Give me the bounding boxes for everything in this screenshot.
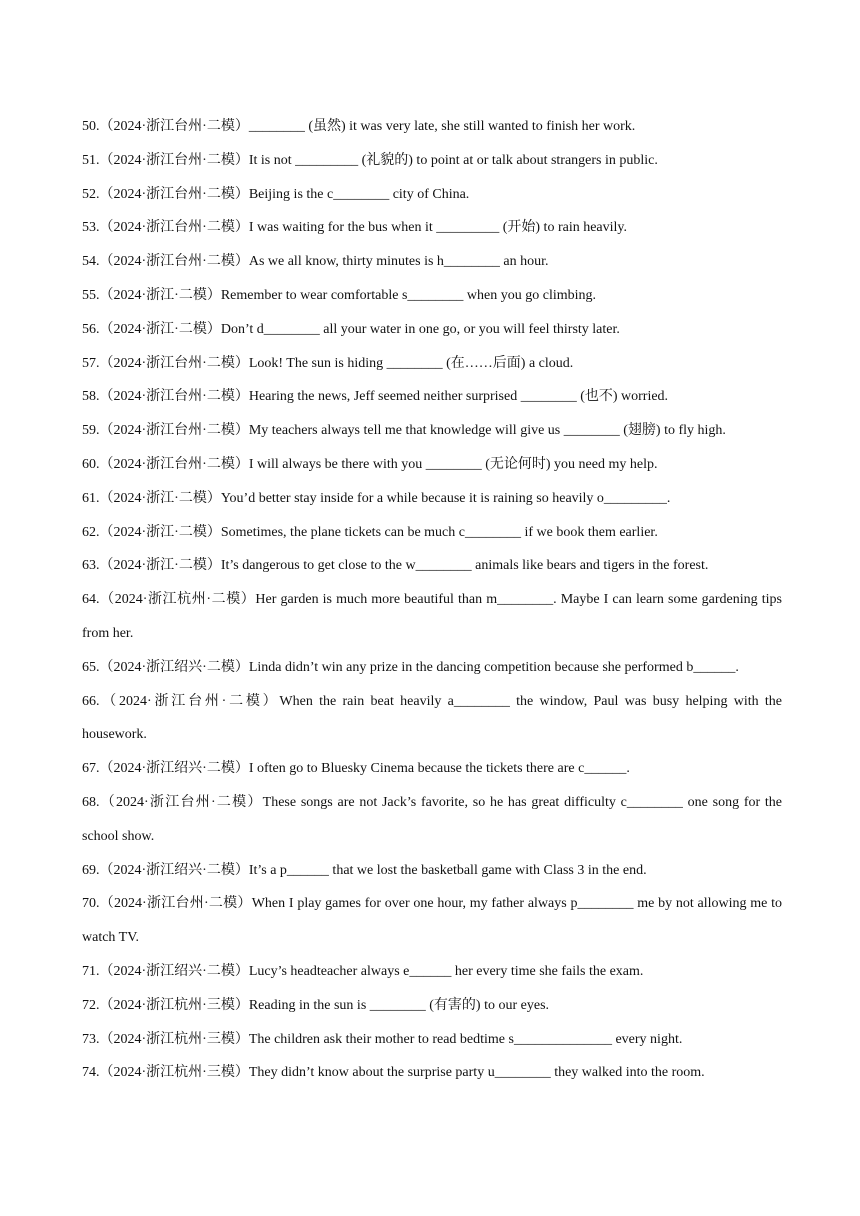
- question-number: 66.: [82, 693, 100, 709]
- question-source: （2024·浙江台州·二模）: [99, 220, 249, 236]
- question-source: （2024·浙江台州·二模）: [99, 119, 249, 134]
- question-item: [82, 313, 782, 347]
- question-source: （2024·浙江绍兴·二模）: [99, 659, 249, 675]
- question-item: [82, 448, 782, 482]
- question-item: [82, 955, 782, 989]
- question-number: 57.: [82, 355, 100, 371]
- question-item: [82, 1023, 782, 1057]
- question-source: （2024·浙江·二模）: [99, 524, 221, 540]
- question-item: [82, 414, 782, 448]
- question-number: 59.: [82, 423, 100, 439]
- question-number: 69.: [82, 862, 100, 878]
- question-number: 65.: [82, 659, 100, 675]
- question-text: When the rain beat heavily a________ the window, Paul was busy helping with the housework.: [82, 693, 783, 743]
- question-text: Sometimes, the plane tickets can be much c________ if we book them earlier.: [220, 524, 658, 540]
- question-item: [82, 989, 782, 1023]
- question-number: 52.: [82, 186, 100, 202]
- question-source: （2024·浙江台州·二模）: [99, 423, 249, 439]
- question-source: （2024·浙江台州·二模）: [99, 186, 249, 202]
- question-text: Reading in the sun is ________ (有害的) to our eyes.: [248, 997, 550, 1013]
- question-item: [82, 144, 782, 178]
- question-number: 74.: [82, 1065, 100, 1081]
- question-number: 58.: [82, 389, 100, 405]
- question-item: [82, 178, 782, 212]
- question-item: [82, 685, 782, 753]
- question-text: Lucy’s headteacher always e______ her every time she fails the exam.: [248, 963, 644, 979]
- question-text: Don’t d________ all your water in one go, or you will feel thirsty later.: [220, 321, 620, 337]
- question-text: Beijing is the c________ city of China.: [248, 186, 470, 202]
- question-number: 73.: [82, 1031, 100, 1047]
- question-source: （2024·浙江杭州·三模）: [99, 1065, 249, 1081]
- question-text: I often go to Bluesky Cinema because the tickets there are c______.: [248, 761, 630, 777]
- question-number: 68.: [82, 794, 100, 810]
- question-item: [82, 1056, 782, 1090]
- question-text: My teachers always tell me that knowledge will give us ________ (翅膀) to fly high.: [248, 423, 726, 439]
- question-item: [82, 583, 782, 651]
- question-number: 62.: [82, 524, 100, 540]
- question-item: [82, 651, 782, 685]
- question-source: （2024·浙江台州·二模）: [99, 693, 280, 709]
- question-text: Linda didn’t win any prize in the dancing competition because she performed b______.: [248, 659, 739, 675]
- question-item: [82, 211, 782, 245]
- question-number: 71.: [82, 963, 100, 979]
- question-item: [82, 347, 782, 381]
- question-text: Her garden is much more beautiful than m________. Maybe I can learn some gardening tips from her.: [82, 592, 782, 641]
- question-source: （2024·浙江绍兴·二模）: [99, 862, 249, 878]
- question-source: （2024·浙江杭州·三模）: [99, 997, 249, 1013]
- question-item: [82, 854, 782, 888]
- question-item: [82, 380, 782, 414]
- question-text: Remember to wear comfortable s________ when you go climbing.: [220, 287, 597, 303]
- question-source: （2024·浙江台州·二模）: [99, 456, 249, 472]
- question-source: （2024·浙江绍兴·二模）: [99, 761, 249, 777]
- question-source: （2024·浙江·二模）: [99, 321, 221, 337]
- question-source: （2024·浙江台州·二模）: [99, 152, 249, 168]
- question-text: It’s a p______ that we lost the basketball game with Class 3 in the end.: [248, 862, 647, 878]
- question-text: These songs are not Jack’s favorite, so he has great difficulty c________ one song for the school show.: [82, 794, 783, 844]
- question-item: [82, 245, 782, 279]
- question-text: It’s dangerous to get close to the w________ animals like bears and tigers in the forest.: [220, 558, 709, 574]
- question-item: [82, 752, 782, 786]
- question-list: [82, 110, 782, 1090]
- question-item: [82, 516, 782, 550]
- question-text: I was waiting for the bus when it _________ (开始) to rain heavily.: [248, 220, 628, 236]
- question-text: The children ask their mother to read bedtime s______________ every night.: [248, 1031, 683, 1047]
- question-number: 55.: [82, 287, 100, 303]
- question-number: 67.: [82, 761, 100, 777]
- question-number: 50.: [82, 119, 100, 134]
- question-number: 63.: [82, 558, 100, 574]
- question-source: （2024·浙江台州·二模）: [99, 355, 249, 371]
- question-source: （2024·浙江·二模）: [99, 287, 221, 303]
- question-source: （2024·浙江绍兴·二模）: [99, 963, 249, 979]
- question-number: 54.: [82, 254, 100, 270]
- question-text: Look! The sun is hiding ________ (在……后面) a cloud.: [248, 355, 574, 371]
- question-number: 72.: [82, 997, 100, 1013]
- question-source: （2024·浙江台州·二模）: [99, 389, 249, 405]
- question-number: 56.: [82, 321, 100, 337]
- question-number: 53.: [82, 220, 100, 236]
- question-item: [82, 786, 782, 854]
- question-source: （2024·浙江·二模）: [99, 558, 221, 574]
- question-number: 70.: [82, 896, 100, 912]
- question-text: As we all know, thirty minutes is h________ an hour.: [248, 254, 549, 270]
- question-text: They didn’t know about the surprise party u________ they walked into the room.: [248, 1065, 705, 1081]
- question-item: [82, 887, 782, 955]
- question-source: （2024·浙江台州·二模）: [99, 794, 263, 810]
- question-number: 60.: [82, 456, 100, 472]
- question-number: 64.: [82, 592, 100, 608]
- question-source: （2024·浙江台州·二模）: [99, 254, 249, 270]
- question-number: 61.: [82, 490, 100, 506]
- question-source: （2024·浙江·二模）: [99, 490, 221, 506]
- question-source: （2024·浙江台州·二模）: [99, 896, 252, 912]
- question-item: [82, 279, 782, 313]
- question-item: [82, 549, 782, 583]
- question-number: 51.: [82, 152, 100, 168]
- question-text: I will always be there with you ________ (无论何时) you need my help.: [248, 456, 658, 472]
- question-source: （2024·浙江杭州·二模）: [99, 592, 256, 608]
- question-item: [82, 110, 782, 144]
- question-item: [82, 482, 782, 516]
- question-source: （2024·浙江杭州·三模）: [99, 1031, 249, 1047]
- question-text: It is not _________ (礼貌的) to point at or talk about strangers in public.: [248, 152, 658, 168]
- question-text: When I play games for over one hour, my father always p________ me by not allowing me to watch TV.: [82, 896, 782, 946]
- question-text: Hearing the news, Jeff seemed neither surprised ________ (也不) worried.: [248, 389, 669, 405]
- question-text: You’d better stay inside for a while because it is raining so heavily o_________.: [220, 490, 671, 506]
- question-text: ________ (虽然) it was very late, she still wanted to finish her work.: [248, 119, 636, 134]
